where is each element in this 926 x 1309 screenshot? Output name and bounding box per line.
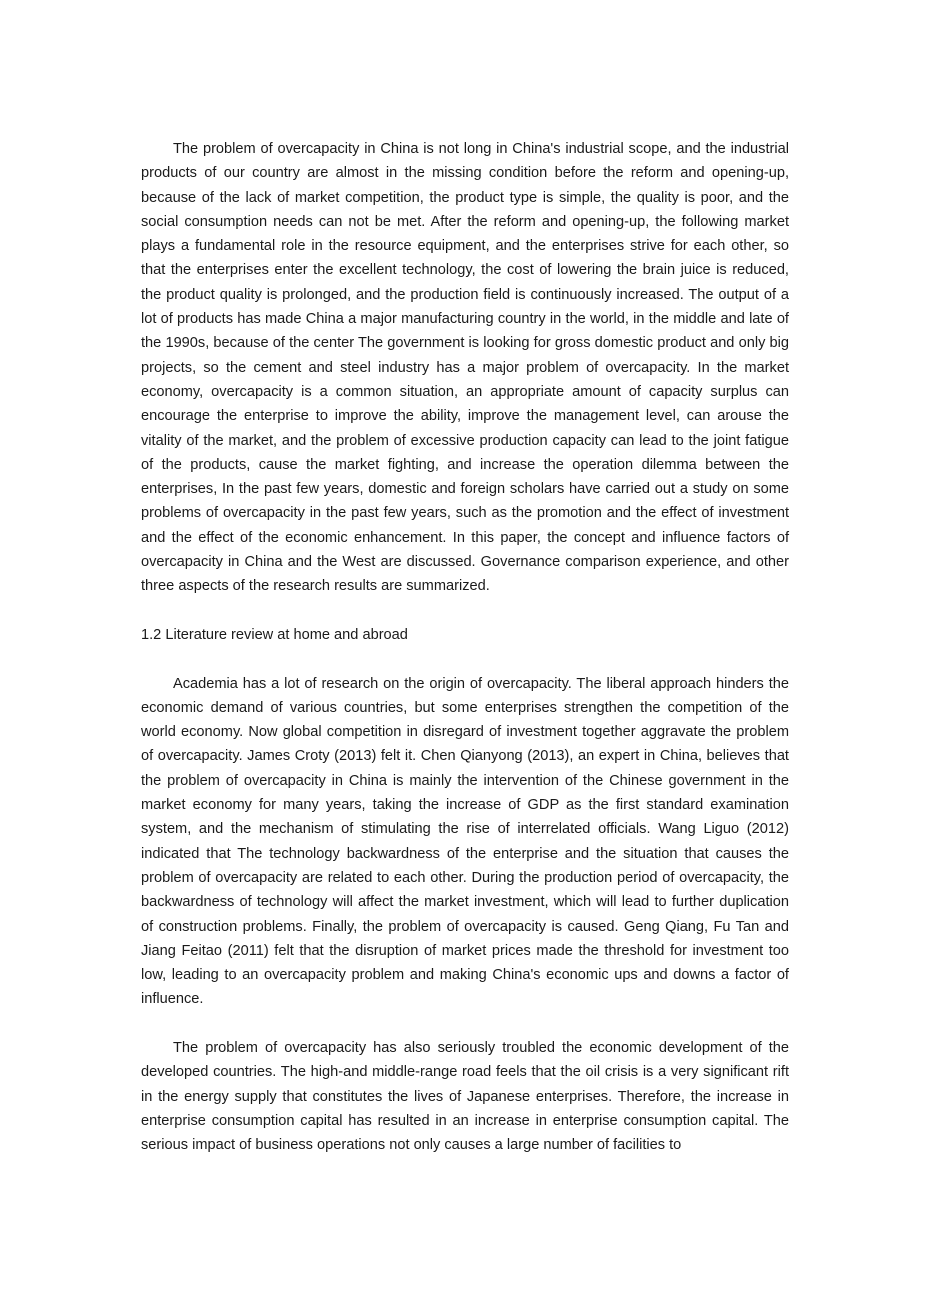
paragraph-developed-countries: The problem of overcapacity has also seriously troubled the economic development of the developed countries. The high-and middle-range road feels that the oil crisis is a very significant rift in the energy supply that constitutes the lives of Japanese enterprises. Therefore, the increase in enterprise consumption capital has resulted in an increase in enterprise consumption capital. The serious impact of business operations not only causes a large number of facilities to: [141, 1039, 789, 1154]
paragraph-literature-origin: Academia has a lot of research on the origin of overcapacity. The liberal approach hinders the economic demand of various countries, but some enterprises strengthen the competition of the world economy. Now global competition in disregard of investment together aggravate the problem of overcapacity. James Croty (2013) felt it. Chen Qianyong (2013), an expert in China, believes that the problem of overcapacity in China is mainly the intervention of the Chinese government in the market economy for many years, taking the increase of GDP as the first standard examination system, and the mechanism of stimulating the rise of interrelated officials. Wang Liguo (2012) indicated that The technology backwardness of the enterprise and the situation that causes the problem of overcapacity are related to each other. During the production period of overcapacity, the backwardness of technology will affect the market investment, which will lead to further duplication of construction problems. Finally, the problem of overcapacity is caused. Geng Qiang, Fu Tan and Jiang Feitao (2011) felt that the disruption of market prices made the threshold for investment too low, leading to an overcapacity problem and making China's economic ups and downs a factor of influence.: [141, 675, 789, 1008]
paragraph-overcapacity-intro: The problem of overcapacity in China is not long in China's industrial scope, and the industrial products of our country are almost in the missing condition before the reform and opening-up, because of the lack of market competition, the product type is simple, the quality is poor, and the social consumption needs can not be met. After the reform and opening-up, the following market plays a fundamental role in the resource equipment, and the enterprises strive for each other, so that the enterprises enter the excellent technology, the cost of lowering the brain juice is reduced, the product quality is prolonged, and the production field is continuously increased. The output of a lot of products has made China a major manufacturing country in the world, in the middle and late of the 1990s, because of the center The government is looking for gross domestic product and only big projects, so the cement and steel industry has a major problem of overcapacity. In the market economy, overcapacity is a common situation, an appropriate amount of capacity surplus can encourage the enterprise to improve the ability, improve the management level, can arouse the vitality of the market, and the problem of excessive production capacity can lead to the joint fatigue of the products, cause the market fighting, and increase the operation dilemma between the enterprises, In the past few years, domestic and foreign scholars have carried out a study on some problems of overcapacity in the past few years, such as the promotion and the effect of investment and the effect of the economic enhancement. In this paper, the concept and influence factors of overcapacity in China and the West are discussed. Governance comparison experience, and other three aspects of the research results are summarized.: [141, 141, 789, 595]
section-heading: 1.2 Literature review at home and abroad: [141, 626, 408, 643]
document-body: [141, 137, 789, 1182]
